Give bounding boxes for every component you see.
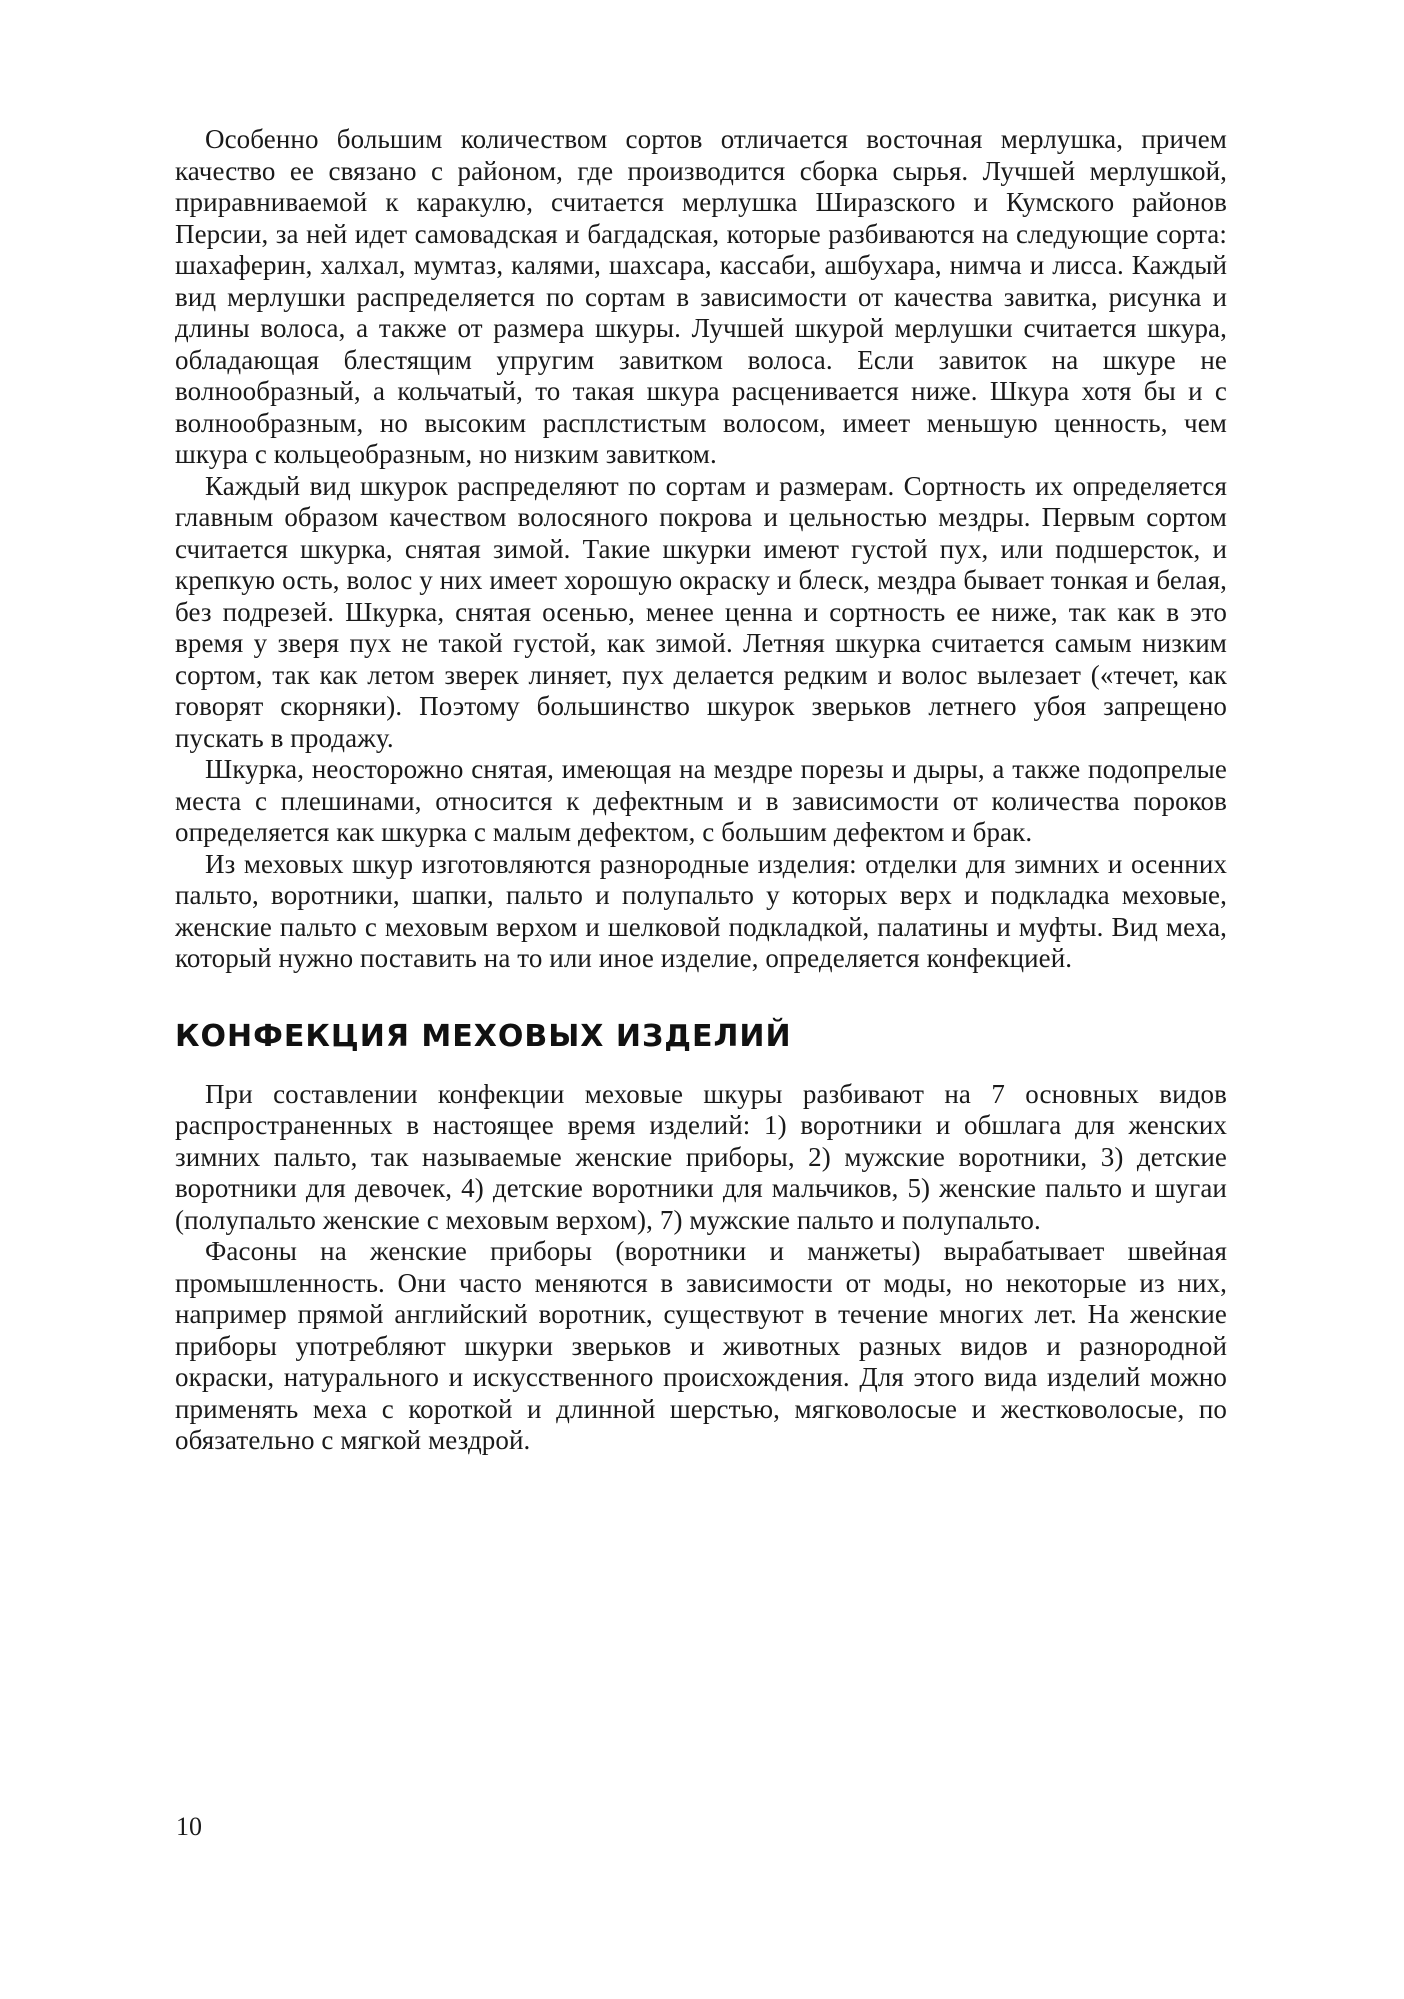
paragraph-fur-products: Из меховых шкур изготовляются разнородные изделия: отделки для зимних и осенних пальто, воротники, шапки, пальто и полупальто у которых верх и подкладка меховые, женские пальто с меховым верхом и шелковой подкладкой, палатины и муфты. Вид меха, который нужно поставить на то или иное изделие, определяется конфекцией. bbox=[175, 848, 1227, 973]
paragraph-confection-types: При составлении конфекции меховые шкуры разбивают на 7 основных видов распространенных в настоящее время изделий: 1) воротники и обшлага для женских зимних пальто, так называемые женские приборы, 2) мужские воротники, 3) детские воротники для девочек, 4) детские воротники для мальчиков, 5) женские пальто и шугаи (полупальто женские с меховым верхом), 7) мужские пальто и полупальто. bbox=[175, 1078, 1227, 1235]
paragraph-merlushka-sorts: Особенно большим количеством сортов отличается восточная мерлушка, причем качество ее связано с районом, где производится сборка сырья. Лучшей мерлушкой, приравниваемой к каракулю, считается мерлушка Ширазского и Кумского районов Персии, за ней идет самовадская и багдадская, которые разбиваются на следующие сорта: шахаферин, халхал, мумтаз, калями, шахсара, кассаби, ашбухара, нимча и лисса. Каждый вид мерлушки распределяется по сортам в зависимости от качества завитка, рисунка и длины волоса, а также от размера шкуры. Лучшей шкурой мерлушки считается шкура, обладающая блестящим упругим завитком волоса. Если завиток на шкуре не волнообразный, а кольчатый, то такая шкура расценивается ниже. Шкура хотя бы и с волнообразным, но высоким расплстистым волосом, имеет меньшую ценность, чем шкура с кольцеобразным, но низким завитком. bbox=[175, 124, 1227, 469]
paragraph-womens-sets: Фасоны на женские приборы (воротники и манжеты) вырабатывает швейная промышленность. Они часто меняются в зависимости от моды, но некоторые из них, например прямой английский воротник, существуют в течение многих лет. На женские приборы употребляют шкурки зверьков и животных разных видов и разнородной окраски, натурального и искусственного происхождения. Для этого вида изделий можно применять меха с короткой и длинной шерстью, мягковолосые и жестковолосые, по обязательно с мягкой мездрой. bbox=[175, 1236, 1227, 1455]
section-heading: КОНФЕКЦИЯ МЕХОВЫХ ИЗДЕЛИЙ bbox=[175, 1018, 792, 1054]
page-number: 10 bbox=[176, 1812, 202, 1841]
text-column bbox=[175, 124, 1227, 1457]
paragraph-defects: Шкурка, неосторожно снятая, имеющая на мездре порезы и дыры, а также подопрелые места с плешинами, относится к дефектным и в зависимости от количества пороков определяется как шкурка с малым дефектом, с большим дефектом и брак. bbox=[175, 754, 1227, 847]
paragraph-pelt-grading: Каждый вид шкурок распределяют по сортам и размерам. Сортность их определяется главным образом качеством волосяного покрова и цельностью мездры. Первым сортом считается шкурка, снятая зимой. Такие шкурки имеют густой пух, или подшерсток, и крепкую ость, волос у них имеет хорошую окраску и блеск, мездра бывает тонкая и белая, без подрезей. Шкурка, снятая осенью, менее ценна и сортность ее ниже, так как в это время у зверя пух не такой густой, как зимой. Летняя шкурка считается самым низким сортом, так как летом зверек линяет, пух делается редким и волос вылезает («течет, как говорят скорняки). Поэтому большинство шкурок зверьков летнего убоя запрещено пускать в продажу. bbox=[175, 470, 1227, 753]
